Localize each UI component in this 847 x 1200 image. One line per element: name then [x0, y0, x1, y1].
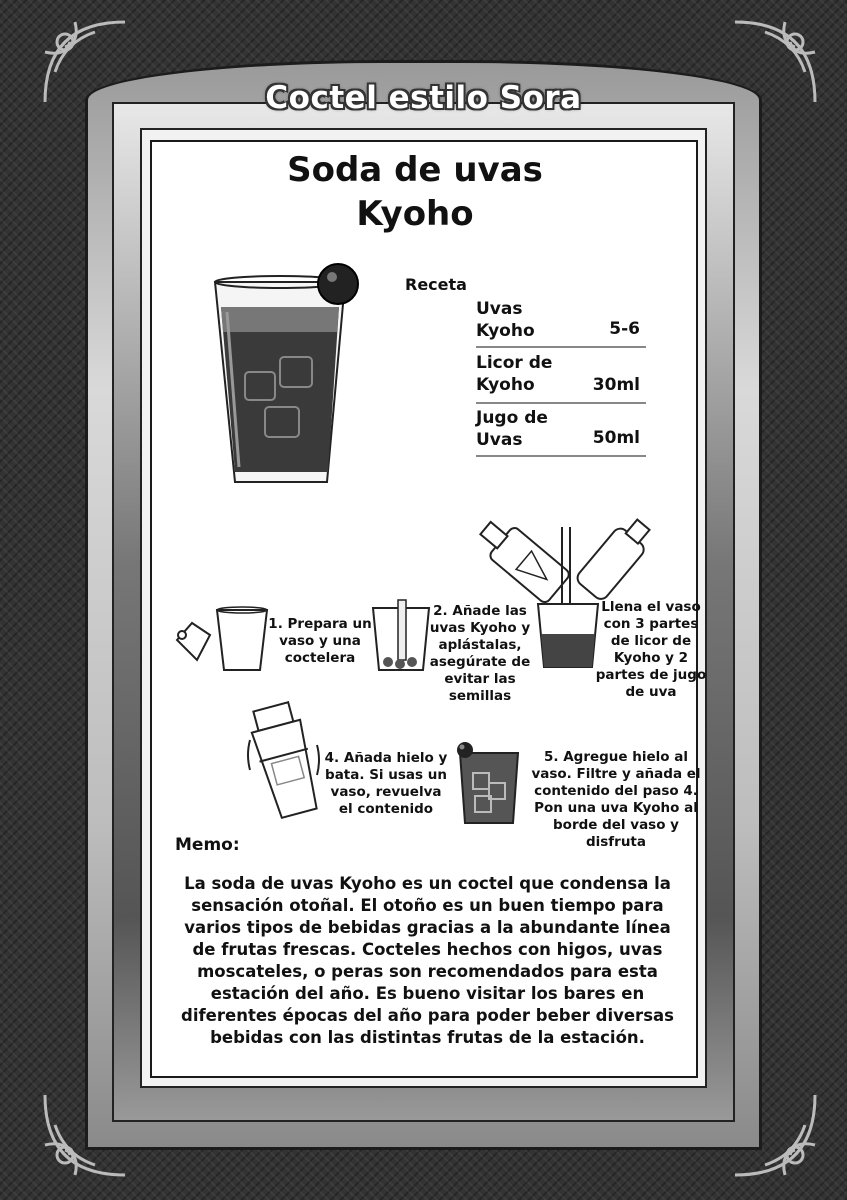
ingredient-name: Jugo de Uvas	[476, 408, 548, 450]
shaking-shaker-icon	[245, 700, 325, 825]
ingredient-row	[476, 407, 646, 457]
header-title: Coctel estilo Sora	[265, 80, 582, 116]
muddled-grapes-glass-icon	[370, 598, 432, 673]
step-3-text: Llena el vaso con 3 partes de licor de Kyoho y 2 partes de jugo de uva	[595, 599, 707, 700]
ingredient-row	[476, 298, 646, 348]
finished-drink-icon	[455, 738, 525, 826]
ingredient-row	[476, 352, 646, 404]
step-4-text: 4. Añada hielo y bata. Si usas un vaso, revuelva el contenido	[324, 750, 448, 817]
ingredient-name: Licor de Kyoho	[476, 353, 553, 395]
ingredient-name: Uvas Kyoho	[476, 299, 535, 341]
ingredient-amount: 30ml	[592, 375, 640, 395]
step-1-text: 1. Prepara un vaso y una coctelera	[268, 616, 372, 666]
shaker-and-glass-icon	[172, 605, 272, 675]
step-5-text: 5. Agregue hielo al vaso. Filtre y añada el contenido del paso 4. Pon una uva Kyoho al borde del vaso y disfruta	[531, 749, 701, 850]
drink-title-line-1: Soda de uvas	[287, 150, 543, 190]
ingredient-amount: 50ml	[592, 428, 640, 448]
memo-label: Memo:	[175, 835, 240, 855]
ingredient-amount: 5-6	[609, 319, 640, 339]
memo-text: La soda de uvas Kyoho es un coctel que condensa la sensación otoñal. El otoño es un buen tiempo para varios tipos de bebidas gracias a la abundante línea de frutas frescas. Cocteles hechos con higos, uvas moscateles, o peras son recomendados para esta estación del año. Es bueno visitar los bares en diferentes épocas del año para poder beber diversas bebidas con las distintas frutas de la estación.	[181, 874, 674, 1047]
drink-title	[190, 148, 640, 236]
grape-soda-glass-icon	[205, 262, 375, 492]
recipe-heading: Receta	[405, 275, 467, 294]
step-2-text: 2. Añade las uvas Kyoho y aplástalas, asegúrate de evitar las semillas	[429, 603, 531, 704]
drink-title-line-2: Kyoho	[356, 194, 474, 234]
